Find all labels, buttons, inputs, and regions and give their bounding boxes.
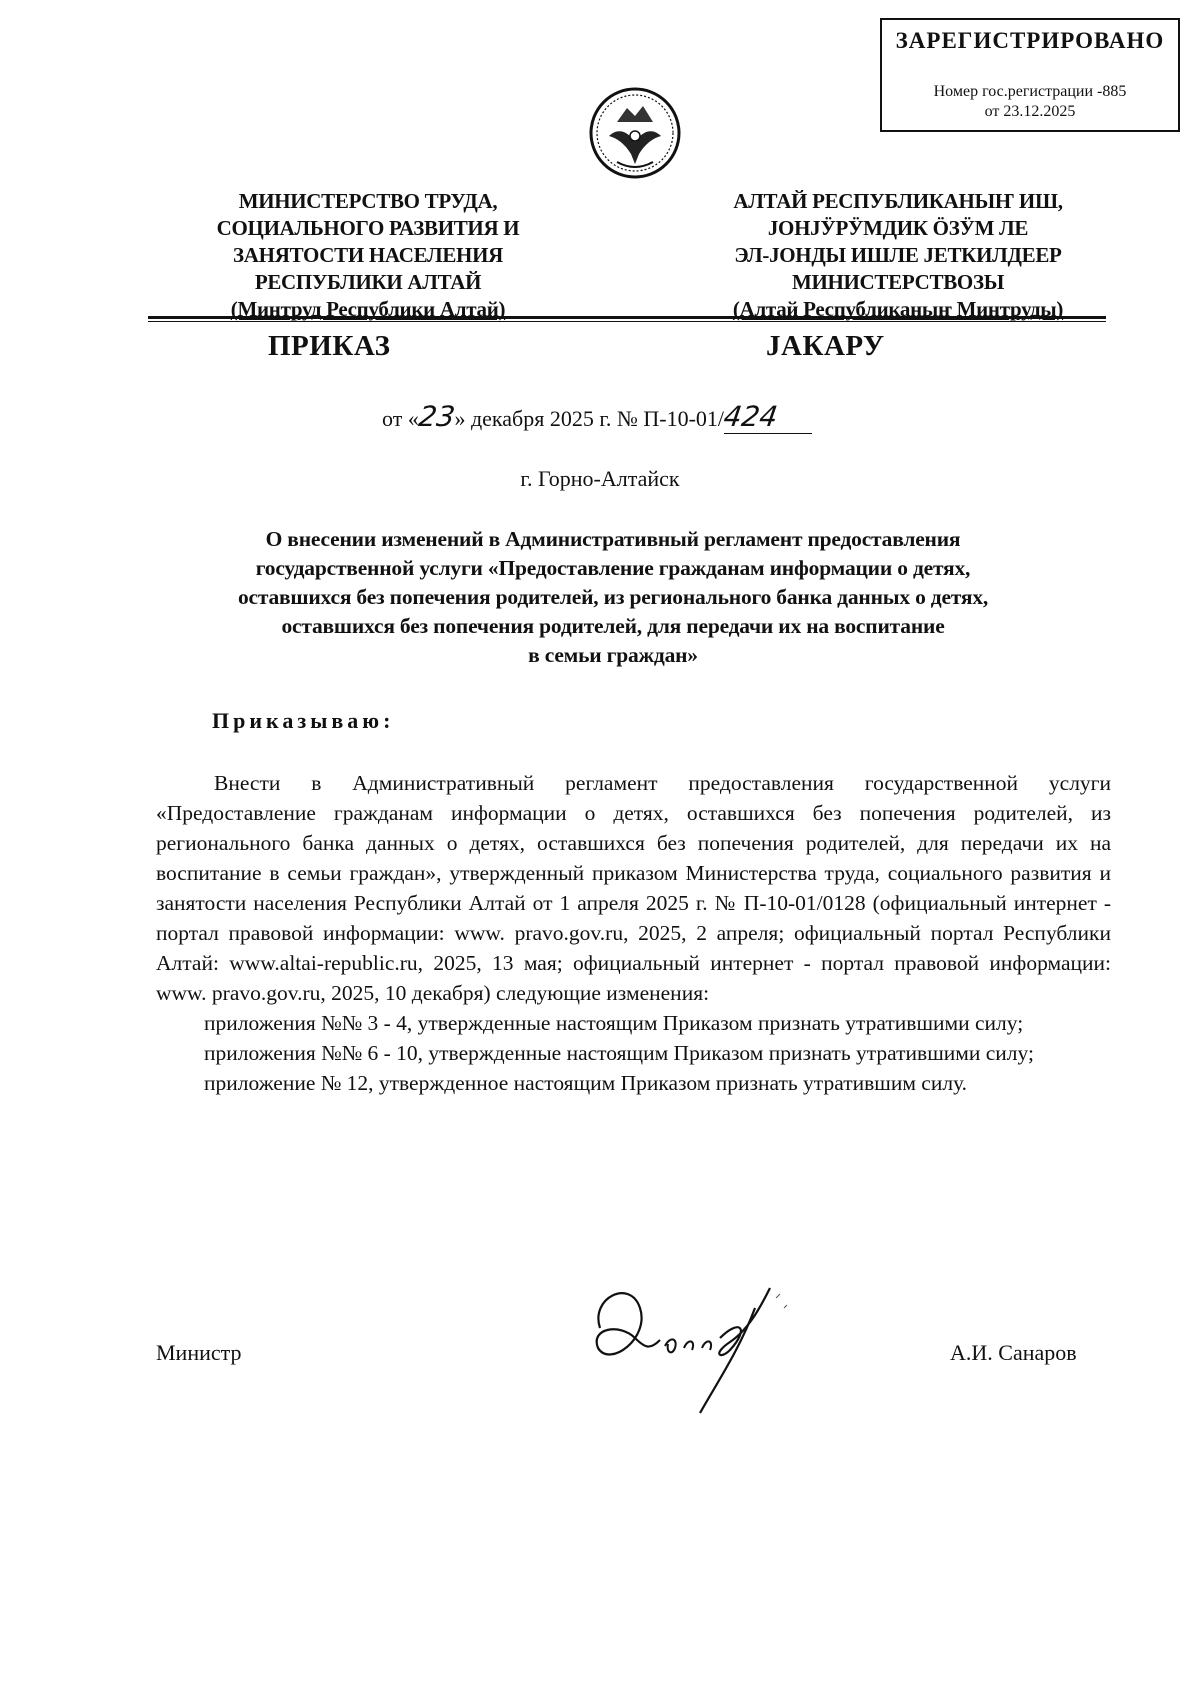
registration-stamp bbox=[880, 18, 1180, 132]
org-line: РЕСПУБЛИКИ АЛТАЙ bbox=[254, 270, 482, 294]
title-line: оставшихся без попечения родителей, для передачи их на воспитание bbox=[281, 614, 945, 638]
body-paragraph: приложения №№ 3 - 4, утвержденные настоящим Приказом признать утратившими силу; bbox=[204, 1011, 1024, 1035]
body-paragraph: приложения №№ 6 - 10, утвержденные настоящим Приказом признать утратившими силу; bbox=[204, 1041, 1034, 1065]
stamp-title: ЗАРЕГИСТРИРОВАНО bbox=[895, 28, 1165, 53]
org-short-name: (Минтруд Республики Алтай) bbox=[230, 297, 506, 321]
document-body bbox=[156, 768, 1111, 1098]
document-title bbox=[178, 525, 1048, 670]
document-dateline bbox=[382, 400, 812, 434]
dateline-middle: » декабря 2025 г. № П-10-01/ bbox=[454, 406, 725, 431]
title-line: оставшихся без попечения родителей, из регионального банка данных о детях, bbox=[237, 585, 989, 609]
title-line: О внесении изменений в Административный регламент предоставления bbox=[265, 527, 961, 551]
org-line: МИНИСТЕРСТВОЗЫ bbox=[791, 270, 1005, 294]
doc-type-altai: ЈАКАРУ bbox=[766, 330, 885, 362]
signatory-role: Министр bbox=[156, 1340, 242, 1365]
org-line: ЈОНЈӰРӰМДИК ӦЗӰМ ЛЕ bbox=[767, 216, 1029, 240]
handwritten-signature-icon bbox=[580, 1268, 810, 1418]
header-divider-thick bbox=[148, 316, 1106, 319]
org-line: СОЦИАЛЬНОГО РАЗВИТИЯ И bbox=[216, 216, 520, 240]
title-line: государственной услуги «Предоставление гражданам информации о детях, bbox=[255, 556, 971, 580]
doc-type-russian: ПРИКАЗ bbox=[268, 330, 391, 362]
ministry-name-altai bbox=[688, 188, 1108, 323]
stamp-registration-number: Номер гос.регистрации -885 bbox=[933, 83, 1127, 100]
header-divider-thin bbox=[148, 321, 1106, 322]
org-line: ЭЛ-ЈОНДЫ ИШЛЕ ЈЕТКИЛДЕЕР bbox=[734, 243, 1062, 267]
signatory-name: А.И. Санаров bbox=[950, 1340, 1077, 1365]
city: г. Горно-Алтайск bbox=[520, 466, 680, 491]
order-word: Приказываю: bbox=[212, 708, 395, 733]
org-line: АЛТАЙ РЕСПУБЛИКАНЫҤ ИШ, bbox=[733, 189, 1063, 213]
body-paragraph: Внести в Административный регламент предоставления государственной услуги «Предоставление гражданам информации о детях, оставшихся без попечения родителей, из регионального банка данных о детях, оставшихся без попечения родителей, для передачи их на воспитание в семьи граждан», утвержденный приказом Министерства труда, социального развития и занятости населения Республики Алтай от 1 апреля 2025 г. № П-10-01/0128 (официальный интернет - портал правовой информации: www. pravo.gov.ru, 2025, 2 апреля; официальный портал Республики Алтай: www.altai-republic.ru, 2025, 13 мая; официальный интернет - портал правовой информации: www. pravo.gov.ru, 2025, 10 декабря) следующие изменения: bbox=[156, 771, 1111, 1005]
ministry-name-russian bbox=[168, 188, 568, 323]
org-short-name: (Алтай Республиканыҥ Минтруды) bbox=[732, 297, 1064, 321]
title-line: в семьи граждан» bbox=[528, 643, 698, 667]
stamp-registration-date: от 23.12.2025 bbox=[984, 103, 1076, 120]
coat-of-arms-emblem-icon bbox=[587, 84, 683, 182]
handwritten-day: 23 bbox=[416, 400, 457, 433]
org-line: ЗАНЯТОСТИ НАСЕЛЕНИЯ bbox=[233, 243, 503, 267]
body-paragraph: приложение № 12, утвержденное настоящим Приказом признать утратившим силу. bbox=[204, 1071, 968, 1095]
org-line: МИНИСТЕРСТВО ТРУДА, bbox=[238, 189, 498, 213]
handwritten-number: 424 bbox=[721, 400, 780, 433]
dateline-prefix: от « bbox=[382, 406, 419, 431]
